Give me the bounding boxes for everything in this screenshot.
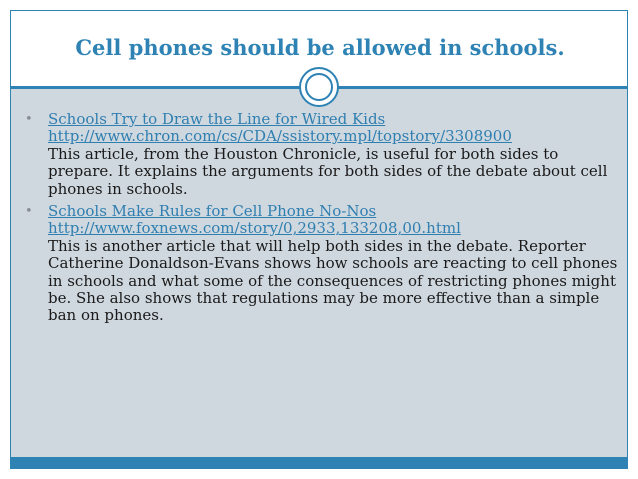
bullet-list [25,111,625,330]
article-description: This is another article that will help both sides in the debate. Reporter Catherine Donaldson-Evans shows how schools are reacting to cell phones in schools and what some of the consequences of restricting phones might be. She also shows that regulations may be more effective than a simple ban on phones. [48,236,618,325]
article-url-link[interactable]: http://www.chron.com/cs/CDA/ssistory.mpl/topstory/3308900 [48,127,512,146]
list-item [25,203,625,325]
bullet-icon: • [25,112,33,127]
bottom-accent-bar [10,457,628,469]
article-description: This article, from the Houston Chronicle, is useful for both sides to prepare. It explains the arguments for both sides of the debate about cell phones in schools. [48,144,608,198]
circle-ornament-icon [299,67,339,107]
list-item [25,111,625,198]
article-url-link[interactable]: http://www.foxnews.com/story/0,2933,133208,00.html [48,219,461,238]
slide-title: Cell phones should be allowed in schools. [75,35,565,60]
article-headline-link[interactable]: Schools Try to Draw the Line for Wired Kids [48,110,386,128]
inner-circle-icon [305,73,333,101]
bullet-icon: • [25,204,33,220]
article-headline-link[interactable]: Schools Make Rules for Cell Phone No-Nos [48,202,377,221]
